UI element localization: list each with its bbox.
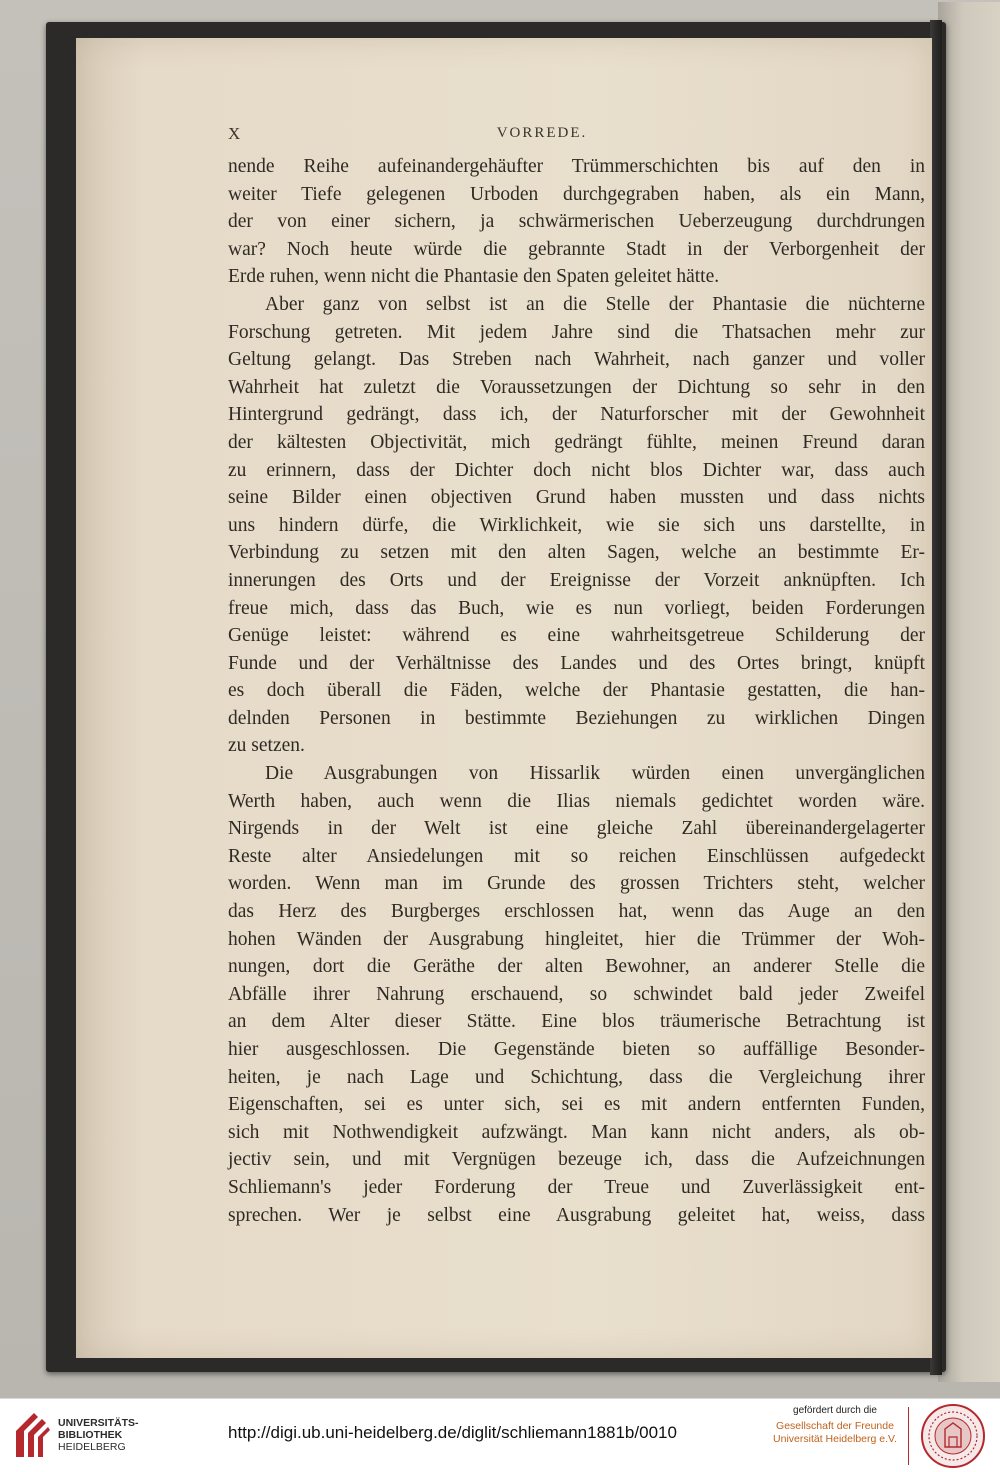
text-line: zu setzen. <box>228 735 305 757</box>
text-line: war? Noch heute würde die gebrannte Stadt in der Verborgenheit der <box>228 238 925 260</box>
funder-org-line[interactable]: Universität Heidelberg e.V. <box>773 1433 897 1445</box>
text-line: Schliemann's jeder Forderung der Treue und Zuverlässigkeit ent- <box>228 1176 925 1198</box>
text-line: Werth haben, auch wenn die Ilias niemals gedichtet worden wäre. <box>228 790 925 812</box>
text-line: Nirgends in der Welt ist eine gleiche Zahl übereinandergelagerter <box>228 818 925 840</box>
footer-divider <box>908 1407 909 1465</box>
library-name-line: HEIDELBERG <box>58 1441 126 1453</box>
text-line: an dem Alter dieser Stätte. Eine blos träumerische Betrachtung ist <box>228 1011 925 1033</box>
permalink-url[interactable]: http://digi.ub.uni-heidelberg.de/diglit/schliemann1881b/0010 <box>228 1423 677 1442</box>
text-line: der kältesten Objectivität, mich gedrängt fühlte, meinen Freund daran <box>228 431 925 453</box>
text-line: Erde ruhen, wenn nicht die Phantasie den Spaten geleitet hätte. <box>228 266 720 288</box>
text-line: es doch überall die Fäden, welche der Phantasie gestatten, die han- <box>228 680 925 702</box>
text-line: uns hindern dürfe, die Wirklichkeit, wie sie sich uns darstellte, in <box>228 514 925 536</box>
library-name-line: UNIVERSITÄTS- <box>58 1417 139 1429</box>
text-line: Geltung gelangt. Das Streben nach Wahrheit, nach ganzer und voller <box>228 349 925 371</box>
page-number: X <box>228 124 241 143</box>
text-line: Reste alter Ansiedelungen mit so reichen Einschlüssen aufgedeckt <box>228 845 925 867</box>
running-header <box>228 124 928 146</box>
text-line: Eigenschaften, sei es unter sich, sei es mit andern entfernten Funden, <box>228 1094 925 1116</box>
text-line: nungen, dort die Geräthe der alten Bewohner, an anderer Stelle die <box>228 956 925 978</box>
running-head-title: VORREDE. <box>496 125 588 141</box>
library-name <box>58 1417 139 1453</box>
text-line: zu erinnern, dass der Dichter doch nicht blos Dichter war, dass auch <box>228 459 925 481</box>
text-line: hier ausgeschlossen. Die Gegenstände bieten so auffällige Besonder- <box>228 1039 925 1060</box>
funder-credit <box>772 1405 898 1446</box>
text-line: Forschung getreten. Mit jedem Jahre sind die Thatsachen mehr zur <box>228 321 925 343</box>
text-line: nende Reihe aufeinandergehäufter Trümmerschichten bis auf den in <box>228 156 925 177</box>
text-line: Aber ganz von selbst ist an die Stelle der Phantasie die nüchterne <box>265 293 925 315</box>
text-line: das Herz des Burgberges erschlossen hat, wenn das Auge an den <box>228 901 925 923</box>
ub-heidelberg-logo-icon <box>12 1409 52 1461</box>
text-line: Hintergrund gedrängt, dass ich, der Naturforscher mit der Gewohnheit <box>228 404 925 426</box>
text-line: Wahrheit hat zuletzt die Voraussetzungen der Dichtung so sehr in den <box>228 376 925 398</box>
text-line: Funde und der Verhältnisse des Landes und des Ortes bringt, knüpft <box>228 652 925 674</box>
text-line: hohen Wänden der Ausgrabung hingleitet, hier die Trümmer der Woh- <box>228 928 925 950</box>
library-name-line: BIBLIOTHEK <box>58 1429 123 1441</box>
page-body-text <box>228 153 925 1229</box>
facing-page-edge <box>938 2 1000 1382</box>
funder-org-line[interactable]: Gesellschaft der Freunde <box>776 1420 894 1432</box>
book-page <box>76 38 932 1358</box>
text-line: worden. Wenn man im Grunde des grossen Trichters steht, welcher <box>228 873 925 895</box>
viewer-footer <box>0 1398 1000 1472</box>
text-line: delnden Personen in bestimmte Beziehungen zu wirklichen Dingen <box>228 707 925 729</box>
text-line: heiten, je nach Lage und Schichtung, dass die Vergleichung ihrer <box>228 1066 925 1088</box>
text-line: der von einer sichern, ja schwärmerischen Ueberzeugung durchdrungen <box>228 211 925 233</box>
university-seal-icon <box>920 1403 986 1469</box>
text-line: jectiv sein, und mit Vergnügen bezeuge ich, dass die Aufzeichnungen <box>228 1149 925 1171</box>
text-line: Verbindung zu setzen mit den alten Sagen, welche an bestimmte Er- <box>228 542 925 564</box>
text-line: sich mit Nothwendigkeit aufzwängt. Man kann nicht anders, als ob- <box>228 1121 925 1143</box>
text-line: Abfälle ihrer Nahrung erschauend, so schwindet bald jeder Zweifel <box>228 983 925 1005</box>
text-line: Die Ausgrabungen von Hissarlik würden einen unvergänglichen <box>265 763 925 785</box>
text-line: sprechen. Wer je selbst eine Ausgrabung geleitet hat, weiss, dass <box>228 1204 925 1226</box>
text-line: weiter Tiefe gelegenen Urboden durchgegraben haben, als ein Mann, <box>228 183 925 205</box>
text-line: seine Bilder einen objectiven Grund haben mussten und dass nichts <box>228 487 925 509</box>
text-line: innerungen des Orts und der Ereignisse der Vorzeit anknüpften. Ich <box>228 569 925 591</box>
text-line: Genüge leistet: während es eine wahrheitsgetreue Schilderung der <box>228 625 925 647</box>
funded-by-label: gefördert durch die <box>793 1405 877 1416</box>
text-line: freue mich, dass das Buch, wie es nun vorliegt, beiden Forderungen <box>228 597 925 619</box>
